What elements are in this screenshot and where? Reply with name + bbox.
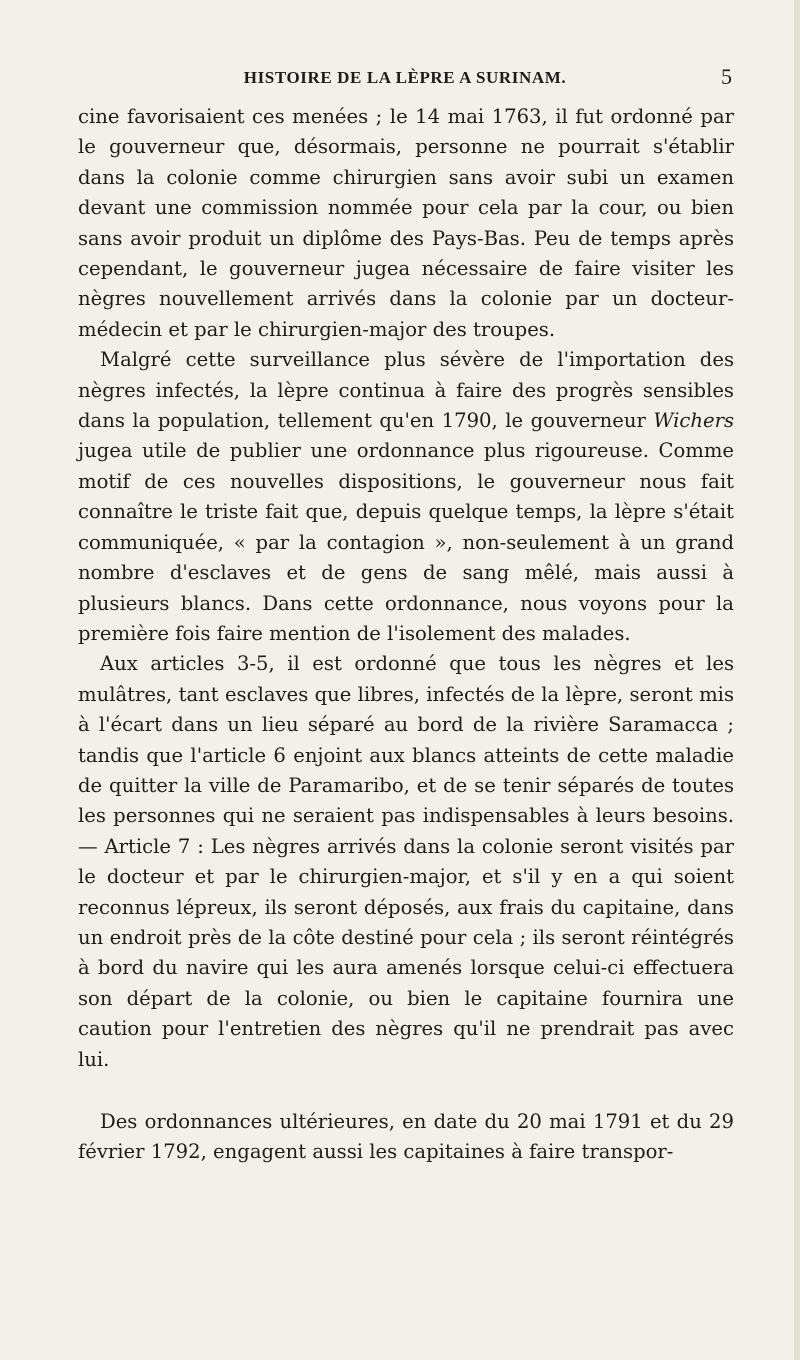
paragraph-2-part-1: Malgré cette surveillance plus sévère de l'importation des nègres infectés, la lèpre continua à faire des progrès sensibles dans la population, tellement qu'en 1790, le gouverneur: [78, 348, 734, 433]
page-header: [78, 64, 732, 94]
running-title: HISTOIRE DE LA LÈPRE A SURINAM.: [243, 68, 567, 87]
paragraph-4: Des ordonnances ultérieures, en date du 20 mai 1791 et du 29 février 1792, engagent aussi les capitaines à faire transpor-: [78, 1110, 734, 1164]
paragraph-2-part-2: jugea utile de publier une ordonnance plus rigoureuse. Comme motif de ces nouvelles dispositions, le gouverneur nous fait connaître le triste fait que, depuis quelque temps, la lèpre s'était communiquée, « par la contagion », non-seulement à un grand nombre d'esclaves et de gens de sang mêlé, mais aussi à plusieurs blancs. Dans cette ordonnance, nous voyons pour la première fois faire mention de l'isolement des malades.: [78, 439, 734, 645]
paragraph-1: cine favorisaient ces menées ; le 14 mai 1763, il fut ordonné par le gouverneur que, désormais, personne ne pourrait s'établir dans la colonie comme chirurgien sans avoir subi un examen devant une commission nommée pour cela par la cour, ou bien sans avoir produit un diplôme des Pays-Bas. Peu de temps après cependant, le gouverneur jugea nécessaire de faire visiter les nègres nouvellement arrivés dans la colonie par un docteur-médecin et par le chirurgien-major des troupes.: [78, 105, 734, 341]
page-number: 5: [721, 64, 732, 89]
paragraph-3: Aux articles 3-5, il est ordonné que tous les nègres et les mulâtres, tant esclaves que libres, infectés de la lèpre, seront mis à l'écart dans un lieu séparé au bord de la rivière Saramacca ; tandis que l'article 6 enjoint aux blancs atteints de cette maladie de quitter la ville de Paramaribo, et de se tenir séparés de toutes les personnes qui ne seraient pas indispensables à leurs besoins. — Article 7 : Les nègres arrivés dans la colonie seront visités par le docteur et par le chirurgien-major, et s'il y en a qui soient reconnus lépreux, ils seront déposés, aux frais du capitaine, dans un endroit près de la côte destiné pour cela ; ils seront réintégrés à bord du navire qui les aura amenés lorsque celui-ci effectuera son départ de la colonie, ou bien le capitaine fournira une caution pour l'entretien des nègres qu'il ne prendrait pas avec lui.: [78, 652, 734, 1071]
paragraph-2: [78, 345, 734, 649]
governor-name: Wichers: [653, 409, 734, 433]
body-text: [78, 102, 734, 1168]
